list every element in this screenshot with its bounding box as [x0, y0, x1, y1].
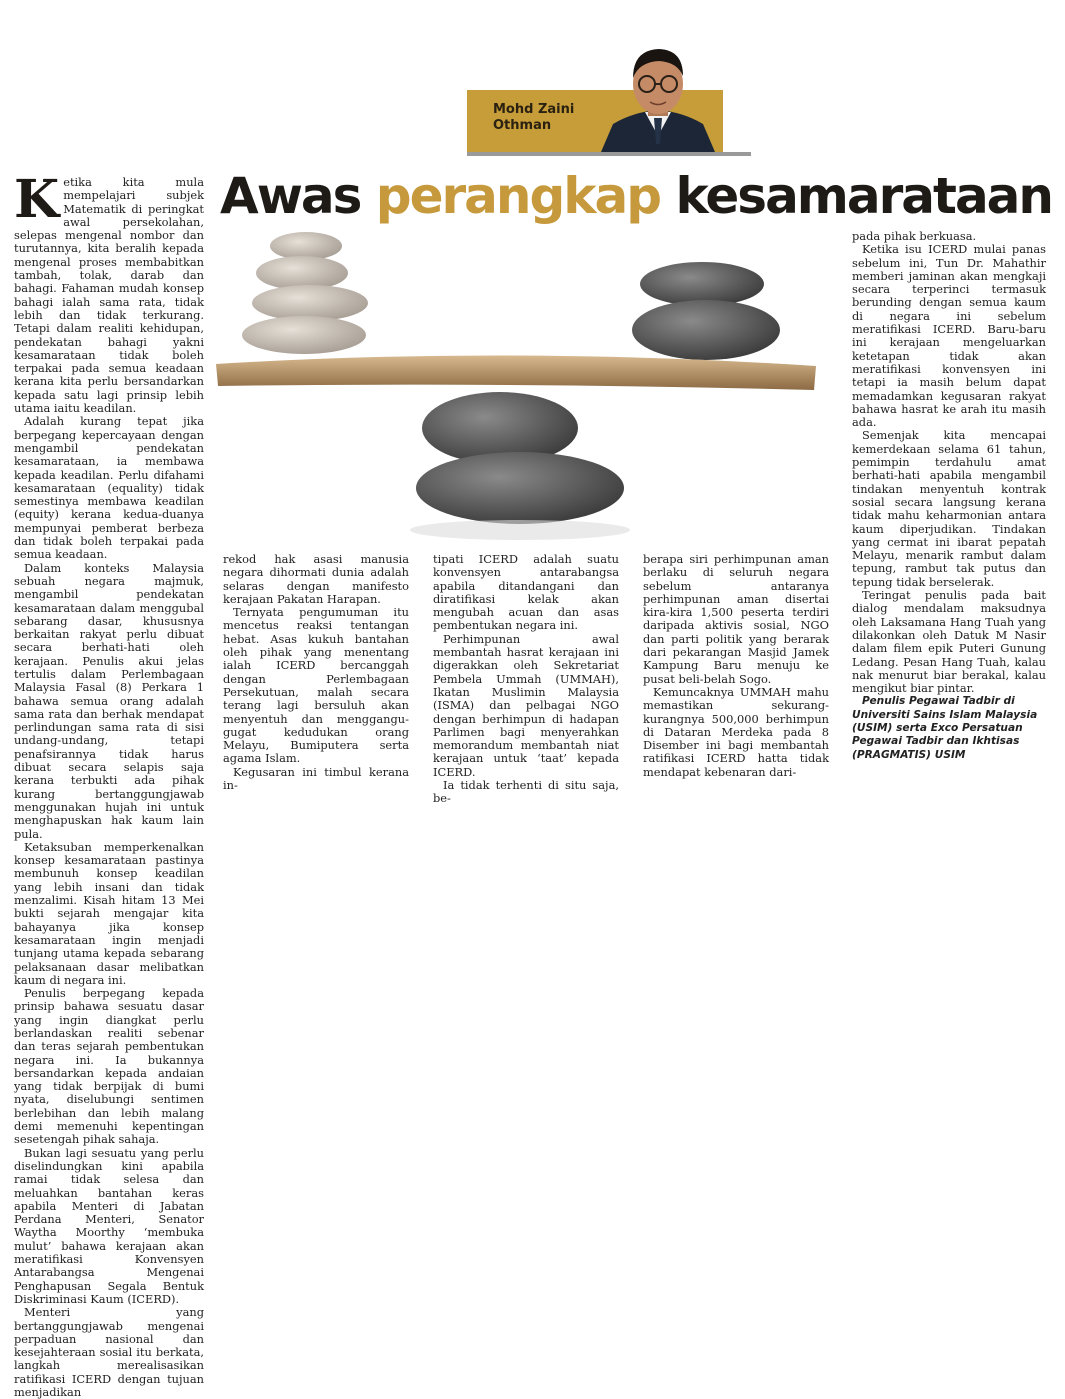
paragraph: Adalah kurang tepat jika berpegang kepercayaan dengan mengambil pendekatan kesamarataan, ia membawa kepada keadilan. Perlu difahami kesamarataan (equality) tidak semestinya membawa keadilan (equity) kerana kedua-duanya mempunyai pemberat berbeza dan tidak boleh terpakai pada semua keadaan. — [14, 414, 204, 562]
paragraph: Dalam konteks Malaysia sebuah negara majmuk, mengambil pendekatan kesamarataan dalam menggubal sebarang dasar, khususnya berkaitan rakyat perlu dibuat secara berhati-hati oleh kerajaan. Penulis akui jelas tertulis dalam Perlembagaan Malaysia Fasal (8) Perkara 1 bahawa semua orang adalah sama rata dan berhak mendapat perlindungan sama rata di sisi undang-undang, tetapi penafsirannya tidak harus dibuat secara selapis saja kerana terbukti ada pihak kurang bertanggungjawab menggunakan hujah ini untuk menghapuskan hak kaum lain pula. — [14, 560, 204, 841]
paragraph: Ketika kita mula mempelajari subjek Matematik di peringkat awal persekolahan, selepas mengenal nombor dan turutannya, kita beralih kepada mengenal proses membabitkan tambah, tolak, darab dan bahagi. Fahaman mudah konsep bahagi ialah sama rata, tidak lebih dan tidak terkurang. Tetapi dalam realiti kehidupan, pendekatan bahagi yakni kesamarataan tidak boleh terpakai pada semua keadaan kerana kita perlu bersandarkan kepada satu lagi prinsip lebih utama iaitu keadilan. — [14, 169, 204, 416]
paragraph: rekod hak asasi manusia negara dihormati dunia adalah selaras dengan manifesto kerajaan Pakatan Harapan. — [223, 552, 409, 606]
drop-cap: K — [14, 169, 60, 230]
paragraph: Kegusaran ini timbul kerana in- — [223, 764, 409, 793]
headline — [220, 166, 1052, 226]
article-column-4 — [643, 553, 829, 779]
paragraph: Bukan lagi sesuatu yang perlu diselindungkan kini apabila ramai tidak selesa dan meluahkan bantahan keras apabila Menteri di Jabatan Perdana Menteri, Senator Waytha Moorthy ‘membuka mulut’ bahawa kerajaan akan meratifikasi Konvensyen Antarabangsa Mengenai Penghapusan Segala Bentuk Diskriminasi Kaum (ICERD). — [14, 1145, 204, 1306]
right-stone-2 — [632, 300, 780, 360]
article-column-1 — [14, 169, 204, 1399]
paragraph: Menteri yang bertanggungjawab mengenai perpaduan nasional dan kesejahteraan sosial itu berkata, langkah merealisasikan ratifikasi ICERD dengan tujuan menjadikan — [14, 1305, 204, 1399]
headline-part1: Awas — [220, 167, 376, 225]
article-column-2 — [223, 553, 409, 792]
stone-shadow — [410, 520, 630, 540]
article-column-5 — [852, 230, 1046, 762]
paragraph: Ketika isu ICERD mulai panas sebelum ini, Tun Dr. Mahathir memberi jaminan akan mengkaji secara terperinci termasuk berunding dengan semua kaum di negara ini sebelum meratifikasi ICERD. Baru-baru ini kerajaan mengeluarkan ketetapan tidak akan meratifikasi konvensyen ini tetapi ia masih belum dapat memadamkan kegusaran rakyat bahawa hasrat ke arah itu masih ada. — [852, 242, 1046, 430]
left-stone-4 — [242, 316, 366, 354]
paragraph: Semenjak kita mencapai kemerdekaan selama 61 tahun, pemimpin terdahulu amat berhati-hati apabila mengambil tindakan menyentuh kontrak sosial secara langsung kerana tidak mahu keharmonian antara kaum diperjudikan. Tindakan yang cermat ini ibarat pepatah Melayu, menarik rambut dalam tepung, rambut tak putus dan tepung tidak berselerak. — [852, 428, 1046, 589]
paragraph: tipati ICERD adalah suatu konvensyen antarabangsa apabila ditandangani dan diratifikasi kelak akan mengubah acuan dan asas pembentukan negara ini. — [433, 552, 619, 633]
headline-accent: perangkap — [375, 167, 661, 225]
author-name — [493, 102, 603, 134]
paragraph: berapa siri perhimpunan aman berlaku di seluruh negara sebelum antaranya perhimpunan aman disertai kira-kira 1,500 peserta terdiri daripada aktivis sosial, NGO dan parti politik yang berarak dari pekarangan Masjid Jamek Kampung Baru menuju ke pusat beli-belah Sogo. — [643, 552, 829, 686]
paragraph: Penulis berpegang kepada prinsip bahawa sesuatu dasar yang ingin diangkat perlu berlandaskan realiti sebenar dan teras sejarah pembentukan negara ini. Ia bukannya bersandarkan kepada andaian yang tidak berpijak di bumi nyata, diselubungi sentimen berlebihan dan lebih malang demi memenuhi kepentingan sesetengah pihak sahaja. — [14, 986, 204, 1147]
right-stone-1 — [640, 262, 764, 306]
author-name-line1: Mohd Zaini — [493, 102, 575, 117]
author-portrait — [593, 44, 723, 152]
paragraph: Kemuncaknya UMMAH mahu memastikan sekurang-kurangnya 500,000 berhimpun di Dataran Merdeka pada 8 Disember ini bagi membantah ratifikasi ICERD hatta tidak mendapat kebenaran dari- — [643, 684, 829, 779]
author-note: Penulis Pegawai Tadbir di Universiti Sains Islam Malaysia (USIM) serta Exco Persatuan Pegawai Tadbir dan Ikhtisas (PRAGMATIS) USIM — [852, 695, 1038, 761]
paragraph: Ternyata pengumuman itu mencetus reaksi tentangan hebat. Asas kukuh bantahan oleh pihak yang menentang ialah ICERD bercanggah dengan Perlembagaan Persekutuan, malah secara terang lagi bersuluh akan menyentuh dan menggangu-gugat kedudukan orang Melayu, Bumiputera serta agama Islam. — [223, 605, 409, 766]
balancing-stones-illustration — [210, 218, 830, 553]
paragraph: Teringat penulis pada bait dialog mendalam maksudnya oleh Laksamana Hang Tuah yang dilakonkan oleh Datuk M Nasir dalam filem epik Puteri Gunung Ledang. Pesan Hang Tuah, kalau nak menurut biar berakal, kalau mengikut biar pintar. — [852, 588, 1046, 696]
left-stone-1 — [270, 232, 342, 260]
paragraph: Ia tidak terhenti di situ saja, be- — [433, 778, 619, 806]
fulcrum-stone-2 — [416, 452, 624, 524]
paragraph: Ketaksuban memperkenalkan konsep kesamarataan pastinya membunuh konsep keadilan yang lebih insani dan tidak menzalimi. Kisah hitam 13 Mei bukti sejarah mengajar kita bahayanya jika konsep kesamarataan ingin menjadi tunjang utama kepada sebarang pelaksanaan dasar melibatkan kaum di negara ini. — [14, 839, 204, 987]
headline-part2: kesamarataan — [660, 167, 1053, 225]
paragraph: Perhimpunan awal membantah hasrat kerajaan ini digerakkan oleh Sekretariat Pembela Ummah (UMMAH), Ikatan Muslimin Malaysia (ISMA) dan pelbagai NGO dengan berhimpun di hadapan Parlimen bagi menyerahkan memorandum membantah niat kerajaan untuk ‘taat’ kepada ICERD. — [433, 631, 619, 779]
author-name-line2: Othman — [493, 118, 552, 133]
byline-underline — [467, 152, 751, 156]
balance-plank — [216, 355, 816, 390]
paragraph: pada pihak berkuasa. — [852, 229, 977, 243]
left-stone-2 — [256, 256, 348, 290]
byline — [467, 44, 751, 156]
article-column-3 — [433, 553, 619, 806]
left-stone-3 — [252, 285, 368, 321]
